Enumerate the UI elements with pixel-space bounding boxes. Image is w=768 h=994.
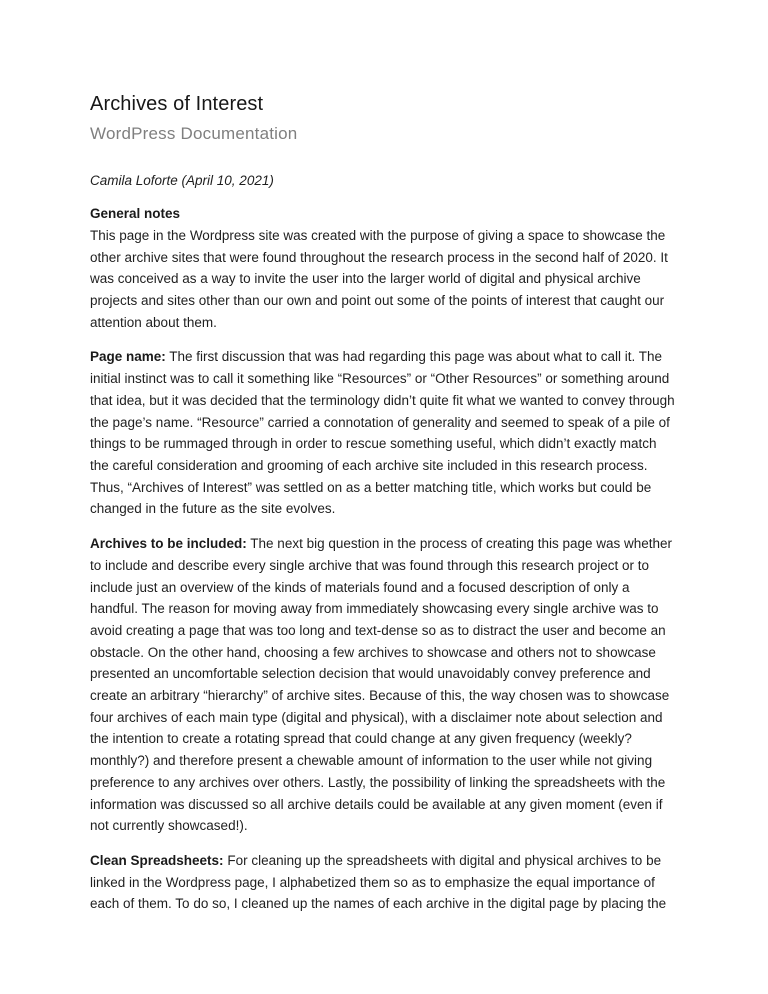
paragraph: Clean Spreadsheets: For cleaning up the spreadsheets with digital and physical archives to be linked in the Wordpress page, I alphabetized them so as to emphasize the equal importance of each of them. To do so, I cleaned up the names of each archive in the digital page by placing the <box>90 852 667 912</box>
paragraph: Archives to be included: The next big question in the process of creating this page was whether to include and describe every single archive that was found through this research project or to include just an overview of the kinds of materials found and a focused description of only a handful. The reason for moving away from immediately showcasing every single archive was to avoid creating a page that was too long and text-dense so as to distract the user and become an obstacle. On the other hand, choosing a few archives to showcase and others not to showcase presented an uncomfortable selection decision that would unavoidably convey preference and create an arbitrary “hierarchy” of archive sites. Because of this, the way chosen was to showcase four archives of each main type (digital and physical), with a disclaimer note about selection and the intention to create a rotating spread that could change at any given frequency (weekly? monthly?) and therefore present a chewable amount of information to the user while not giving preference to any archives over others. Lastly, the possibility of linking the spreadsheets with the information was discussed so all archive details could be available at any given moment (even if not currently showcased!). <box>90 536 673 834</box>
document-body <box>90 203 678 915</box>
paragraph: General notes This page in the Wordpress site was created with the purpose of giving a space to showcase the other archive sites that were found throughout the research process in the second half of 2020. It was conceived as a way to invite the user into the larger world of digital and physical archive projects and sites other than our own and point out some of the points of interest that caught our attention about them. <box>90 206 668 330</box>
paragraph: Page name: The first discussion that was had regarding this page was about what to call it. The initial instinct was to call it something like “Resources” or “Other Resources” or something around that idea, but it was decided that the terminology didn’t quite fit what we wanted to convey through the page’s name. “Resource” carried a connotation of generality and seemed to speak of a pile of things to be rummaged through in order to rescue something useful, which didn’t exactly match the careful consideration and grooming of each archive site included in this research process. Thus, “Archives of Interest” was settled on as a better matching title, which works but could be changed in the future as the site evolves. <box>90 349 675 517</box>
document-subtitle: WordPress Documentation <box>90 124 298 143</box>
paragraph-heading: Page name: <box>90 349 166 365</box>
document-title: Archives of Interest <box>90 93 264 115</box>
author-byline: Camila Loforte (April 10, 2021) <box>90 173 274 189</box>
paragraph-heading: Clean Spreadsheets: <box>90 852 224 868</box>
paragraph-heading: Archives to be included: <box>90 536 247 552</box>
paragraph-heading: General notes <box>90 206 181 222</box>
